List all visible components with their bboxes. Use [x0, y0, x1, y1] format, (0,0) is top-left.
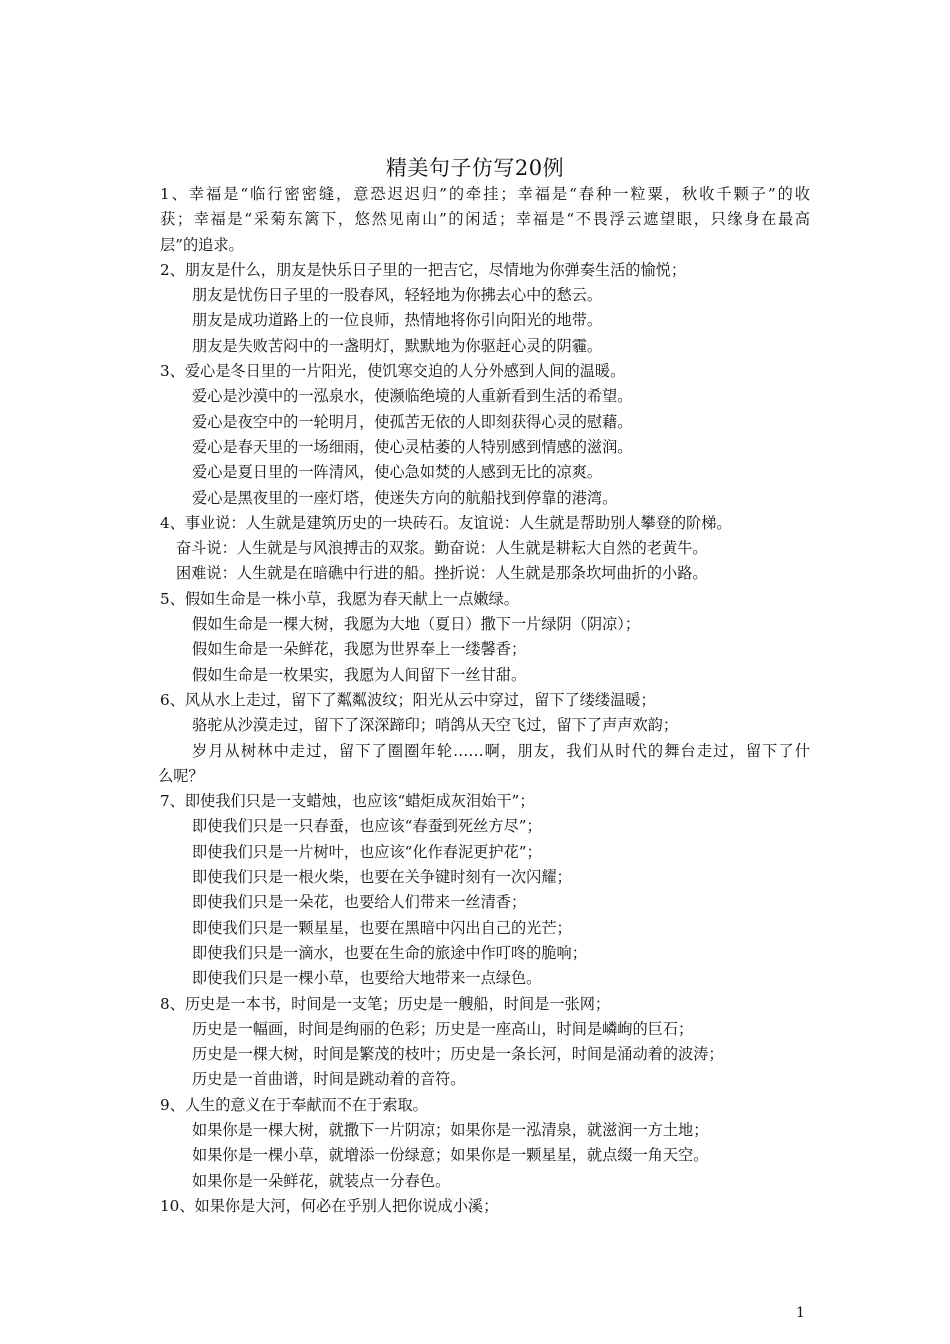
- text-line: 5、假如生命是一株小草，我愿为春天献上一点嫩绿。: [160, 589, 519, 608]
- text-line: 历史是一幅画，时间是绚丽的色彩；历史是一座高山，时间是嶙峋的巨石；: [192, 1019, 694, 1038]
- text-line: 1、幸福是“临行密密缝，意恐迟迟归”的牵挂；幸福是“春种一粒粟，秋收千颗子”的收: [160, 185, 810, 203]
- text-line: 10、如果你是大河，何必在乎别人把你说成小溪；: [160, 1196, 499, 1215]
- text-line: 爱心是夏日里的一阵清风，使心急如焚的人感到无比的凉爽。: [192, 463, 603, 482]
- text-line: 获；幸福是“采菊东篱下，悠然见南山”的闲适；幸福是“不畏浮云遮望眼，只缘身在最高: [160, 210, 810, 229]
- text-line: 假如生命是一枚果实，我愿为人间留下一丝甘甜。: [192, 665, 527, 684]
- text-line: 假如生命是一棵大树，我愿为大地（夏日）撒下一片绿阴（阴凉）；: [192, 615, 641, 634]
- text-line: 即使我们只是一只春蚕，也应该“春蚕到死丝方尽”；: [192, 817, 542, 836]
- text-line: 么呢？: [158, 766, 204, 785]
- text-line: 岁月从树林中走过，留下了圈圈年轮……啊，朋友，我们从时代的舞台走过，留下了什: [192, 741, 810, 760]
- text-line: 如果你是一棵小草，就增添一份绿意；如果你是一颗星星，就点缀一角天空。: [192, 1146, 709, 1165]
- text-line: 朋友是成功道路上的一位良师，热情地将你引向阳光的地带。: [192, 311, 603, 330]
- text-line: 如果你是一朵鲜花，就装点一分春色。: [192, 1171, 451, 1190]
- text-line: 奋斗说：人生就是与风浪搏击的双浆。勤奋说：人生就是耕耘大自然的老黄牛。: [176, 539, 708, 558]
- text-line: 2、朋友是什么，朋友是快乐日子里的一把吉它，尽情地为你弹奏生活的愉悦；: [160, 260, 687, 279]
- text-line: 骆驼从沙漠走过，留下了深深蹄印；哨鸽从天空飞过，留下了声声欢韵；: [192, 716, 678, 735]
- text-line: 9、人生的意义在于奉献而不在于索取。: [160, 1095, 428, 1114]
- text-line: 历史是一首曲谱，时间是跳动着的音符。: [192, 1070, 466, 1089]
- text-line: 6、风从水上走过，留下了粼粼波纹；阳光从云中穿过，留下了缕缕温暖；: [160, 690, 656, 709]
- text-line: 即使我们只是一片树叶，也应该“化作春泥更护花”；: [192, 842, 542, 861]
- text-line: 爱心是夜空中的一轮明月，使孤苦无依的人即刻获得心灵的慰藉。: [192, 412, 633, 431]
- text-line: 即使我们只是一颗星星，也要在黑暗中闪出自己的光芒；: [192, 918, 572, 937]
- text-line: 历史是一棵大树，时间是繁茂的枝叶；历史是一条长河，时间是涌动着的波涛；: [192, 1045, 724, 1064]
- text-line: 如果你是一棵大树，就撒下一片阴凉；如果你是一泓清泉，就滋润一方土地；: [192, 1120, 709, 1139]
- document-body: [160, 182, 810, 1219]
- text-line: 即使我们只是一棵小草，也要给大地带来一点绿色。: [192, 969, 542, 988]
- text-line: 3、爱心是冬日里的一片阳光，使饥寒交迫的人分外感到人间的温暖。: [160, 362, 626, 381]
- text-line: 层”的追求。: [160, 235, 244, 254]
- text-line: 爱心是沙漠中的一泓泉水，使濒临绝境的人重新看到生活的希望。: [192, 387, 633, 406]
- document-title: 精美句子仿写20例: [385, 156, 565, 180]
- text-line: 8、历史是一本书，时间是一支笔；历史是一艘船，时间是一张网；: [160, 994, 611, 1013]
- text-line: 困难说：人生就是在暗礁中行进的船。挫折说：人生就是那条坎坷曲折的小路。: [176, 564, 708, 583]
- text-line: 朋友是忧伤日子里的一股春风，轻轻地为你拂去心中的愁云。: [192, 286, 603, 305]
- text-line: 爱心是黑夜里的一座灯塔，使迷失方向的航船找到停靠的港湾。: [192, 488, 618, 507]
- text-line: 即使我们只是一朵花，也要给人们带来一丝清香；: [192, 893, 527, 912]
- text-line: 即使我们只是一根火柴，也要在关争键时刻有一次闪耀；: [192, 868, 572, 887]
- page-number: 1: [796, 1305, 805, 1321]
- text-line: 即使我们只是一滴水，也要在生命的旅途中作叮咚的脆响；: [192, 943, 587, 962]
- text-line: 7、即使我们只是一支蜡烛，也应该“蜡炬成灰泪始干”；: [160, 792, 535, 811]
- text-line: 爱心是春天里的一场细雨，使心灵枯萎的人特别感到情感的滋润。: [192, 437, 633, 456]
- text-line: 假如生命是一朵鲜花，我愿为世界奉上一缕馨香；: [192, 640, 527, 659]
- text-line: 4、事业说：人生就是建筑历史的一块砖石。友谊说：人生就是帮助别人攀登的阶梯。: [160, 513, 732, 532]
- text-line: 朋友是失败苦闷中的一盏明灯，默默地为你驱赶心灵的阴霾。: [192, 336, 603, 355]
